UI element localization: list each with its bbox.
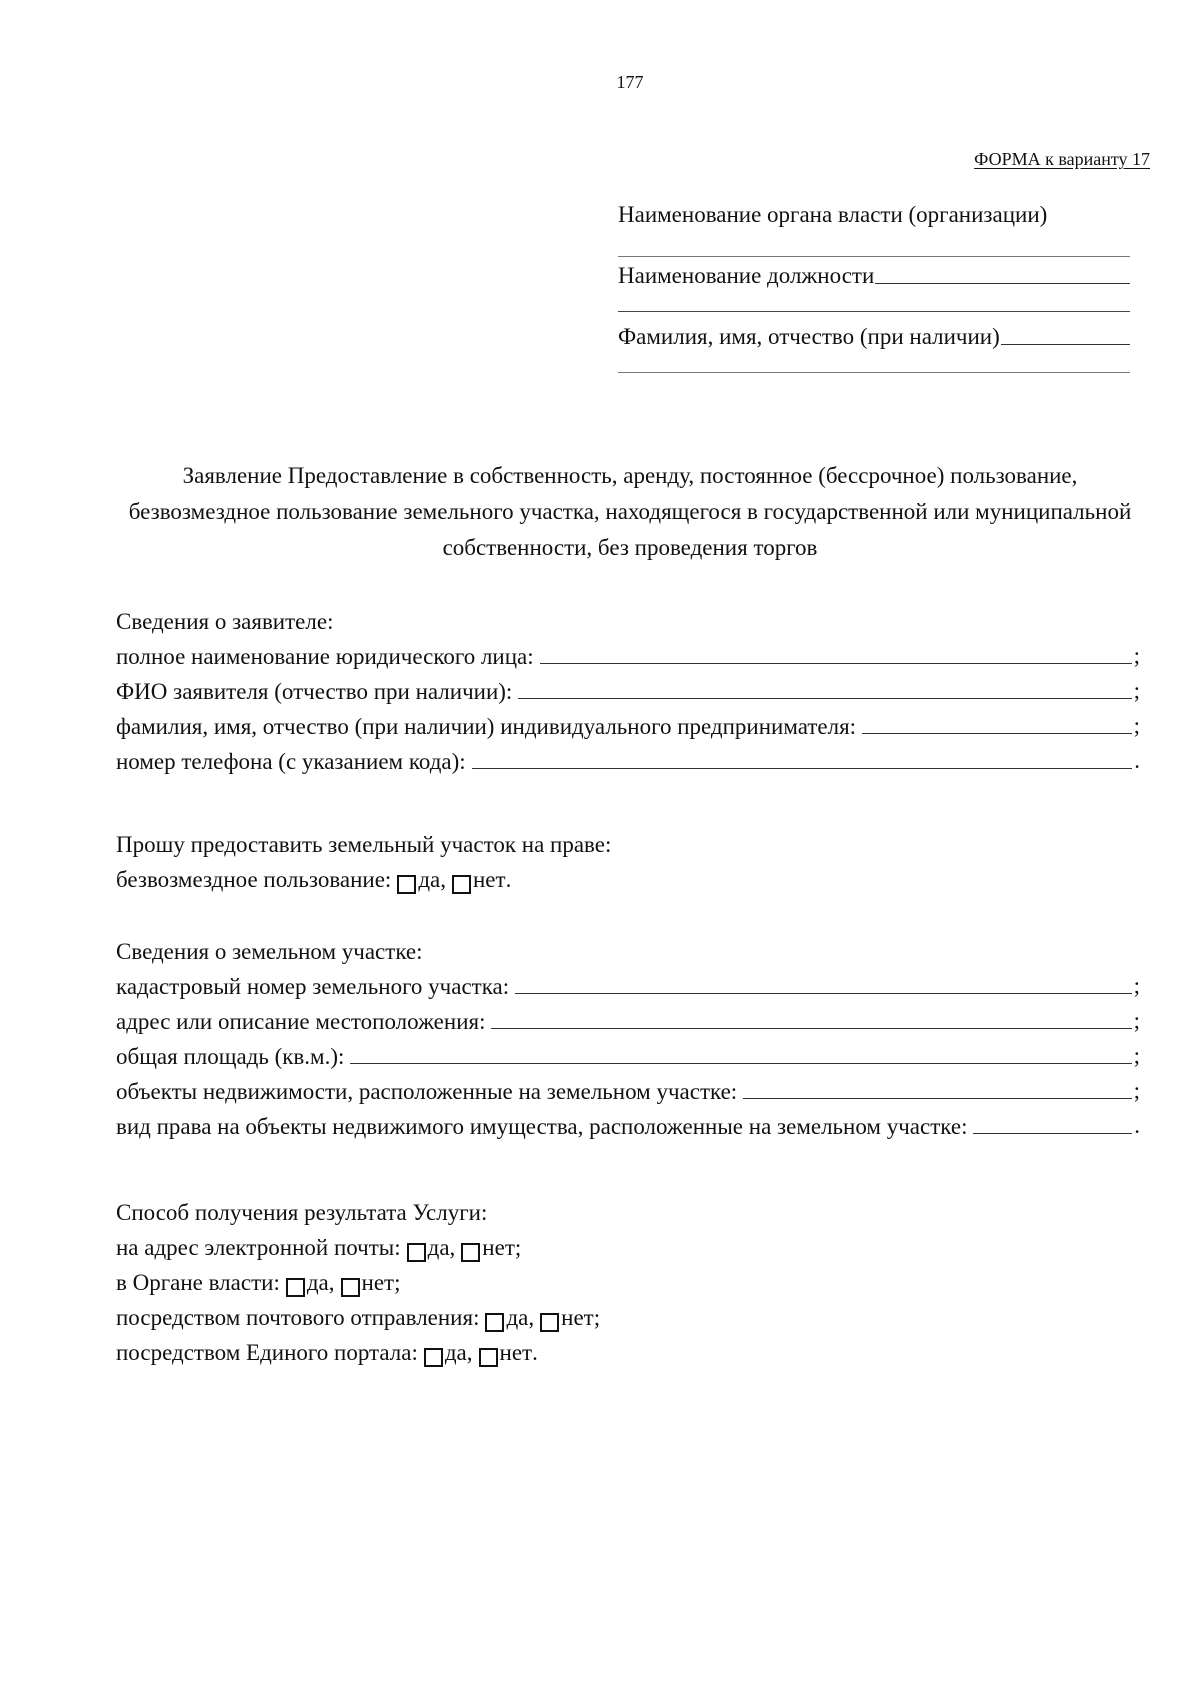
recipient-name-row: [618, 322, 1130, 350]
area-row: [116, 1035, 1140, 1070]
portal-no-checkbox[interactable]: [479, 1348, 498, 1367]
objects-semicolon: ;: [1133, 1078, 1140, 1103]
legal-entity-field[interactable]: [540, 663, 1132, 664]
free-use-no-checkbox[interactable]: [452, 875, 471, 894]
authority-row: [116, 1261, 1140, 1296]
cadastral-field[interactable]: [515, 993, 1131, 994]
portal-period: .: [532, 1340, 538, 1365]
objects-field[interactable]: [743, 1098, 1131, 1099]
authority-yes-checkbox[interactable]: [286, 1278, 305, 1297]
free-use-yes-checkbox[interactable]: [397, 875, 416, 894]
free-use-no-label: нет: [472, 867, 506, 892]
recipient-name-label: Фамилия, имя, отчество (при наличии): [618, 324, 1000, 349]
document-title: Заявление Предоставление в собственность, аренду, постоянное (бессрочное) пользование, безвозмездное пользование земельного участка, находящегося в государственной или муниципальной собственности, без проведения торгов: [128, 463, 1132, 560]
objects-row: [116, 1070, 1140, 1105]
legal-entity-row: [116, 635, 1140, 670]
email-label: на адрес электронной почты:: [116, 1235, 401, 1260]
land-heading: Сведения о земельном участке:: [116, 939, 423, 964]
entrepreneur-semicolon: ;: [1133, 713, 1140, 738]
fio-row: [116, 670, 1140, 705]
mail-yes-checkbox[interactable]: [485, 1313, 504, 1332]
free-use-row: [116, 858, 1140, 893]
mail-no-checkbox[interactable]: [540, 1313, 559, 1332]
authority-no-label: нет: [361, 1270, 395, 1295]
rights-period: .: [1134, 1113, 1140, 1138]
land-section: [116, 930, 1140, 1140]
entrepreneur-field[interactable]: [862, 733, 1132, 734]
free-use-yes-label: да,: [418, 867, 446, 892]
result-heading-row: [116, 1191, 1140, 1226]
land-heading-row: [116, 930, 1140, 965]
portal-row: [116, 1331, 1140, 1366]
mail-row: [116, 1296, 1140, 1331]
address-semicolon: ;: [1133, 1008, 1140, 1033]
portal-no-label: нет: [499, 1340, 533, 1365]
entrepreneur-row: [116, 705, 1140, 740]
legal-entity-label: полное наименование юридического лица:: [116, 644, 534, 669]
recipient-name-extra-field[interactable]: [618, 372, 1130, 373]
free-use-label: безвозмездное пользование:: [116, 867, 392, 892]
phone-field[interactable]: [472, 768, 1133, 769]
phone-period: .: [1134, 748, 1140, 773]
email-no-checkbox[interactable]: [461, 1243, 480, 1262]
authority-no-checkbox[interactable]: [341, 1278, 360, 1297]
mail-label: посредством почтового отправления:: [116, 1305, 480, 1330]
cadastral-row: [116, 965, 1140, 1000]
fio-field[interactable]: [518, 698, 1131, 699]
form-reference: ФОРМА к варианту 17: [974, 149, 1150, 169]
request-heading-row: [116, 823, 1140, 858]
result-section: [116, 1191, 1140, 1366]
email-row: [116, 1226, 1140, 1261]
request-heading: Прошу предоставить земельный участок на праве:: [116, 832, 612, 857]
email-semicolon: ;: [514, 1235, 522, 1260]
applicant-section: [116, 600, 1140, 775]
objects-label: объекты недвижимости, расположенные на земельном участке:: [116, 1079, 738, 1104]
address-field[interactable]: [491, 1028, 1131, 1029]
cadastral-semicolon: ;: [1133, 973, 1140, 998]
recipient-position-row: [618, 261, 1130, 289]
applicant-heading-row: [116, 600, 1140, 635]
mail-no-label: нет: [561, 1305, 594, 1330]
rights-field[interactable]: [973, 1133, 1132, 1134]
recipient-position-label: Наименование должности: [618, 263, 875, 288]
phone-label: номер телефона (с указанием кода):: [116, 749, 466, 774]
legal-entity-semicolon: ;: [1133, 643, 1140, 668]
authority-semicolon: ;: [394, 1270, 401, 1295]
applicant-heading: Сведения о заявителе:: [116, 609, 334, 634]
address-label: адрес или описание местоположения:: [116, 1009, 486, 1034]
entrepreneur-label: фамилия, имя, отчество (при наличии) индивидуального предпринимателя:: [116, 714, 857, 739]
recipient-org-row: [618, 200, 1130, 228]
email-yes-label: да,: [427, 1235, 456, 1260]
page-number: 177: [616, 72, 644, 92]
rights-label: вид права на объекты недвижимого имущества, расположенные на земельном участке:: [116, 1114, 968, 1139]
mail-semicolon: ;: [593, 1305, 601, 1330]
fio-semicolon: ;: [1133, 678, 1140, 703]
authority-label: в Органе власти:: [116, 1270, 280, 1295]
mail-yes-label: да,: [506, 1305, 535, 1330]
recipient-org-field[interactable]: [618, 256, 1130, 257]
result-heading: Способ получения результата Услуги:: [116, 1200, 488, 1225]
area-semicolon: ;: [1133, 1043, 1140, 1068]
recipient-position-extra-field[interactable]: [618, 311, 1130, 312]
recipient-name-field[interactable]: [1001, 344, 1130, 345]
recipient-org-label: Наименование органа власти (организации): [618, 202, 1048, 227]
area-label: общая площадь (кв.м.):: [116, 1044, 345, 1069]
recipient-position-field[interactable]: [875, 283, 1130, 284]
request-section: [116, 823, 1140, 893]
area-field[interactable]: [350, 1063, 1131, 1064]
fio-label: ФИО заявителя (отчество при наличии):: [116, 679, 513, 704]
cadastral-label: кадастровый номер земельного участка:: [116, 974, 510, 999]
email-no-label: нет: [482, 1235, 515, 1260]
portal-yes-label: да,: [444, 1340, 473, 1365]
portal-label: посредством Единого портала:: [116, 1340, 418, 1365]
rights-row: [116, 1105, 1140, 1140]
portal-yes-checkbox[interactable]: [424, 1348, 443, 1367]
free-use-period: .: [505, 867, 512, 892]
address-row: [116, 1000, 1140, 1035]
email-yes-checkbox[interactable]: [407, 1243, 426, 1262]
recipient-block: [618, 200, 1130, 373]
phone-row: [116, 740, 1140, 775]
authority-yes-label: да,: [306, 1270, 335, 1295]
